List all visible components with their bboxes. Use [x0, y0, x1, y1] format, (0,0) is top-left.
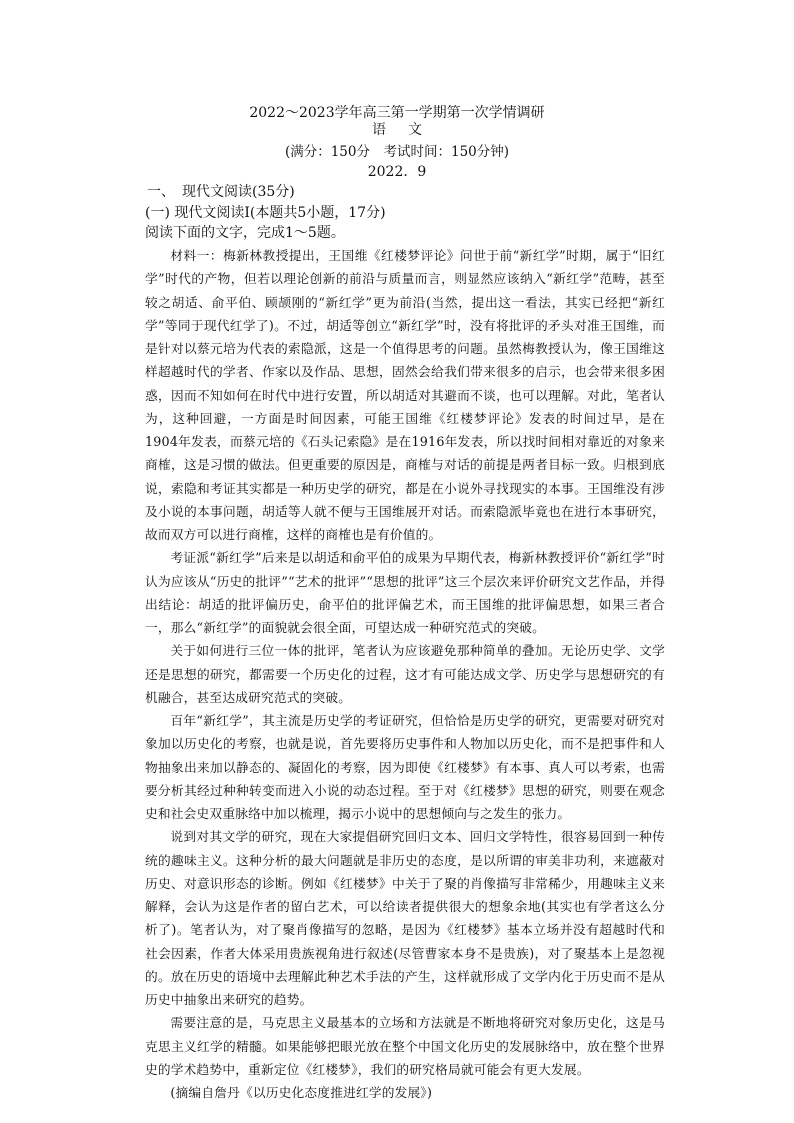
passage-paragraph-2: 考证派“新红学”后来是以胡适和俞平伯的成果为早期代表，梅新林教授评价“新红学”时认为应该从“历史的批评”“艺术的批评”“思想的批评”这三个层次来评价研究文艺作品，并得出结论：胡适的批评偏历史，俞平伯的批评偏艺术，而王国维的批评偏思想，如果三者合一，那么“新红学”的面貌就会很全面，可望达成一种研究范式的突破。: [145, 550, 665, 635]
passage-source: (摘编自詹丹《以历史化态度推进红学的发展》): [170, 1085, 433, 1100]
exam-info: (满分：150分 考试时间：150分钟): [284, 144, 510, 160]
passage-paragraph-3: 关于如何进行三位一体的批评，笔者认为应该避免那种简单的叠加。无论历史学、文学还是思想的研究，都需要一个历史化的过程，这才有可能达成文学、历史学与思想研究的有机融合，甚至达成研究范式的突破。: [145, 643, 665, 705]
exam-title: 2022～2023学年高三第一学期第一次学情调研: [249, 105, 545, 121]
subsection-heading: (一) 现代文阅读Ⅰ(本题共5小题，17分): [145, 205, 386, 221]
exam-date: 2022．9: [367, 164, 427, 180]
passage-body: [145, 244, 665, 1104]
passage-paragraph-1: 材料一：梅新林教授提出，王国维《红楼梦评论》问世于前“新红学”时期，属于“旧红学”时代的产物，但若以理论创新的前沿与质量而言，则显然应该纳入“新红学”范畴，甚至较之胡适、俞平伯、顾颉刚的“新红学”更为前沿(当然，提出这一看法，其实已经把“新红学”等同于现代红学了)。不过，胡适等创立“新红学”时，没有将批评的矛头对准王国维，而是针对以蔡元培为代表的索隐派，这是一个值得思考的问题。虽然梅教授认为，像王国维这样超越时代的学者、作家以及作品、思想，固然会给我们带来很多的启示，也会带来很多困惑，因而不知如何在时代中进行安置，所以胡适对其避而不谈，也可以理解。对此，笔者认为，这种回避，一方面是时间因素，可能王国维《红楼梦评论》发表的时间过早，是在1904年发表，而蔡元培的《石头记索隐》是在1916年发表，所以找时间相对靠近的对象来商榷，这是习惯的做法。但更重要的原因是，商榷与对话的前提是两者目标一致。归根到底说，索隐和考证其实都是一种历史学的研究，都是在小说外寻找现实的本事。王国维没有涉及小说的本事问题，胡适等人就不便与王国维展开对话。而索隐派毕竟也在进行本事研究，故而双方可以进行商榷，这样的商榷也是有价值的。: [145, 248, 665, 542]
passage-paragraph-4: 百年“新红学”，其主流是历史学的考证研究，但恰恰是历史学的研究，更需要对研究对象加以历史化的考察，也就是说，首先要将历史事件和人物加以历史化，而不是把事件和人物抽象出来加以静态的、凝固化的考察，因为即使《红楼梦》有本事、真人可以考索，也需要分析其经过种种转变而进入小说的动态过程。至于对《红楼梦》思想的研究，则要在观念史和社会史双重脉络中加以梳理，揭示小说中的思想倾向与之发生的张力。: [145, 713, 665, 821]
passage-paragraph-5: 说到对其文学的研究，现在大家提倡研究回归文本、回归文学特性，很容易回到一种传统的趣味主义。这种分析的最大问题就是非历史的态度，是以所谓的审美非功利，来遮蔽对历史、对意识形态的诊断。例如《红楼梦》中关于了聚的肖像描写非常稀少，用趣味主义来解释，会认为这是作者的留白艺术，可以给读者提供很大的想象余地(其实也有学者这么分析了)。笔者认为，对了聚肖像描写的忽略，是因为《红楼梦》基本立场并没有超越时代和社会因素，作者大体采用贵族视角进行叙述(尽管曹家本身不是贵族)，对了聚基本上是忽视的。放在历史的语境中去理解此种艺术手法的产生，这样就形成了文学内化于历史而不是从历史中抽象出来研究的趋势。: [145, 829, 665, 1007]
reading-instruction: 阅读下面的文字，完成1～5题。: [145, 225, 345, 241]
passage-paragraph-6: 需要注意的是，马克思主义最基本的立场和方法就是不断地将研究对象历史化，这是马克思主义红学的精髓。如果能够把眼光放在整个中国文化历史的发展脉络中，放在整个世界史的学术趋势中，重新定位《红楼梦》，我们的研究格局就可能会有更大发展。: [145, 1015, 665, 1077]
section-heading: 一、 现代文阅读(35分): [147, 184, 295, 200]
subject-title: 语文: [372, 122, 444, 138]
